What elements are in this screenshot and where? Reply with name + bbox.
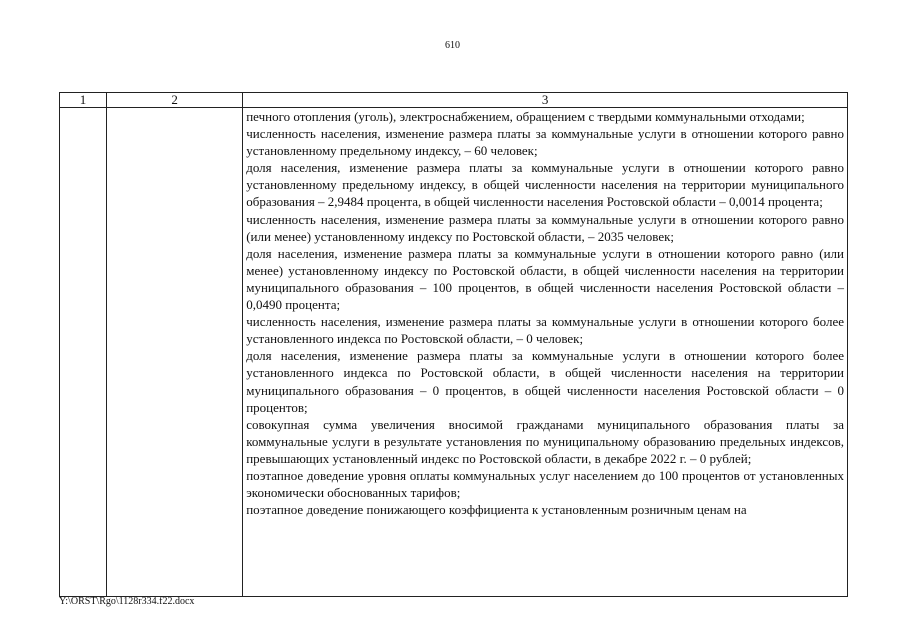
cell-text-block: [243, 108, 847, 596]
paragraph: печного отопления (уголь), электроснабжением, обращением с твердыми коммунальными отходами;: [246, 109, 805, 124]
paragraph: поэтапное доведение понижающего коэффициента к установленным розничным ценам на: [246, 502, 747, 518]
table-cell-col3: [243, 108, 848, 597]
table-cell-col2: [107, 108, 243, 597]
page-number: 610: [445, 40, 460, 51]
paragraph: совокупная сумма увеличения вносимой гражданами муниципального образования платы за коммунальные услуги в результате установления по муниципальному образованию предельных индексов, превышающих установленный индекс по Ростовской области, в декабре 2022 г. – 0 рублей;: [246, 416, 844, 466]
paragraph: доля населения, изменение размера платы за коммунальные услуги в отношении которого более установленного индекса по Ростовской области, в общей численности населения на территории муниципального образования – 0 процентов, в общей численности населения Ростовской области – 0 процентов;: [246, 348, 844, 415]
paragraph: численность населения, изменение размера платы за коммунальные услуги в отношении которого равно установленному предельному индексу, – 60 человек;: [246, 126, 844, 159]
paragraph: доля населения, изменение размера платы за коммунальные услуги в отношении которого равно (или менее) установленному индексу по Ростовской области, в общей численности населения на территории муниципального образования – 100 процентов, в общей численности населения Ростовской области – 0,0490 процента;: [246, 245, 844, 313]
table-header-row: [60, 93, 848, 108]
document-table: [59, 92, 848, 597]
footer-file-path: Y:\ORST\Rgo\1128r334.f22.docx: [59, 596, 195, 607]
paragraph: доля населения, изменение размера платы за коммунальные услуги в отношении которого равно установленному предельному индексу, в общей численности населения на территории муниципального образования – 2,9484 процента, в общей численности населения Ростовской области – 0,0014 процента;: [246, 160, 844, 210]
column-header-1: 1: [60, 93, 107, 108]
paragraph: численность населения, изменение размера платы за коммунальные услуги в отношении которого равно (или менее) установленному индексу по Ростовской области, – 2035 человек;: [246, 211, 844, 244]
paragraph: численность населения, изменение размера платы за коммунальные услуги в отношении которого более установленного индекса по Ростовской области, – 0 человек;: [246, 314, 844, 347]
column-header-2: 2: [107, 93, 243, 108]
table-cell-col1: [60, 108, 107, 597]
column-header-3: 3: [243, 93, 848, 108]
paragraph: поэтапное доведение уровня оплаты коммунальных услуг населением до 100 процентов от установленных экономически обоснованных тарифов;: [246, 467, 844, 501]
table-row: [60, 108, 848, 597]
